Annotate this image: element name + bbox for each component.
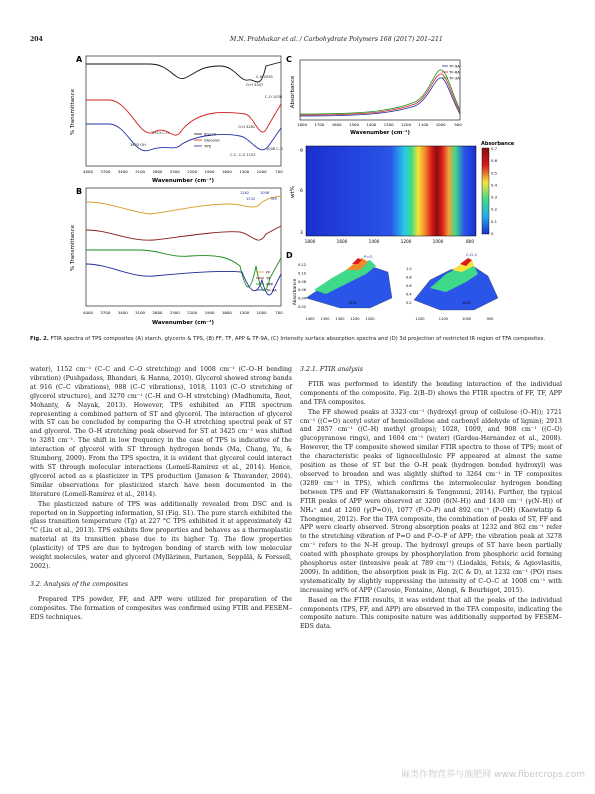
panel-d-left-xtick-2: 1300 <box>335 317 345 321</box>
panel-d-left-ztick-4: 0.04 <box>298 296 307 301</box>
legend-c-2: TF-3A <box>449 75 460 81</box>
spectrum-tf9a <box>86 264 281 295</box>
running-header <box>30 36 565 46</box>
figure-2-graphic <box>70 52 530 330</box>
colorbar-tick-4: 0.3 <box>491 194 498 200</box>
panel-a-xtick-11: 700 <box>275 169 283 174</box>
panel-d-right-ztick-4: 0.2 <box>406 301 412 305</box>
heatmap-xtick-4: 1000 <box>432 239 444 244</box>
heatmap-ytick-9: 9 <box>300 149 303 154</box>
panel-a-xtick-4: 2800 <box>152 169 163 174</box>
panel-a-xlabel: Wavenumber (cm⁻¹) <box>151 178 215 184</box>
panel-a-xtick-9: 1300 <box>239 169 250 174</box>
panel-b-xlabel: Wavenumber (cm⁻¹) <box>151 320 215 326</box>
annot-a-1152: C-C, C-O 1152 <box>230 153 256 157</box>
heatmap <box>306 146 476 236</box>
section-heading-3-2-1: 3.2.1. FTIR analysis <box>300 366 363 373</box>
panel-a-xtick-5: 2500 <box>169 169 180 174</box>
peak-label-1232: 1232 <box>348 301 357 305</box>
annot-a-ch: C-H 2935 <box>256 75 273 79</box>
panel-d-left-xtick-1: 1350 <box>320 317 330 321</box>
panel-d-left-xtick-0: 1400 <box>305 317 315 321</box>
panel-b-xtick-3: 3100 <box>135 310 146 315</box>
legend-a-1: Glycerol <box>204 137 220 143</box>
panel-d-letter: D <box>286 251 293 260</box>
panel-b-frame <box>86 188 281 306</box>
legend-b-1: TF <box>266 275 271 281</box>
panel-d-left-ztick-3: 0.06 <box>298 288 307 293</box>
panel-b-xtick-0: 4000 <box>83 310 93 315</box>
right-column <box>300 366 562 633</box>
panel-a-ylabel: % Transmittance <box>70 89 76 135</box>
panel-b-xtick-6: 2200 <box>187 310 198 315</box>
heatmap-ytick-6: 6 <box>300 189 303 194</box>
panel-d-right-ztick-3: 0.4 <box>406 292 412 297</box>
panel-b-xtick-5: 2500 <box>169 310 180 315</box>
caption-label: Fig. 2. <box>30 336 49 342</box>
heatmap-ylabel: wt% <box>290 186 296 198</box>
panel-d-left-zticks <box>298 263 307 309</box>
annot-a-2923: 2923 C-H <box>152 131 169 135</box>
panel-d-right-xtick-3: 900 <box>486 317 494 321</box>
panel-a-xtick-1: 3700 <box>100 169 111 174</box>
panel-d-right-ztick-0: 1.0 <box>406 267 412 271</box>
panel-c-xtick-9: 900 <box>454 122 462 127</box>
panel-c-xtick-7: 1100 <box>418 122 429 127</box>
colorbar-tick-1: 0.6 <box>491 158 498 164</box>
panel-c-xtick-4: 1400 <box>366 122 377 127</box>
heatmap-xtick-5: 800 <box>466 239 474 244</box>
panel-a-frame <box>86 56 284 166</box>
panel-a-xtick-7: 1900 <box>204 169 215 174</box>
annot-b-789: 789 <box>270 197 277 201</box>
panel-b-xticks <box>83 310 283 315</box>
panel-d-right-xticks <box>415 317 494 321</box>
panel-b-xtick-2: 3400 <box>117 310 128 315</box>
panel-b-xtick-7: 1900 <box>204 310 215 315</box>
right-paragraph-2: The FF showed peaks at 3323 cm⁻¹ (hydroxyl group of cellulose (O–H)); 1721 cm⁻¹ ((C=O) acetyl ester of hemicellulose and carbonyl aldehyde of lignin); 2913 and 2857 cm⁻¹ ((C–H) methyl groups); 1028, 1009, and 908 cm⁻¹ ((C–O) glucopyranose rings), and 1604 cm⁻¹ (water) (Gardea-Hernández et al., 2008). However, the TF composite showed similar FTIR spectra to those of TPS; most of the characteristic peaks of lignocellulosic FF appeared at almost the same position as those of ST but the O–H peak (hydrogen bonded hydroxyl) was observed to broaden and was slightly shifted to 3264 cm⁻¹ in TF composites (3289 cm⁻¹ in TPS), which confirms the intermolecular hydrogen bonding between TPS and FF (Wattanakornsiri & Tongnunui, 2014). Further, the typical FTIR peaks of APP were observed at 3200 (δ(N–H)) and 1430 cm⁻¹ (γ(N–H)) of NH₄⁺ and at 1260 (γ(P=O)), 1077 (P–O–P) and 892 cm⁻¹ (P–OH) (Kaewtatip & Thongmee, 2012). For the TFA composite, the combination of peaks of ST, FF and APP were clearly observed. Strong absorption peaks at 1232 and 862 cm⁻¹ refer to the stretching vibration of P=O and P–O–P of APP; the vibration peak at 3278 cm⁻¹ refers to the N–H group. The hydroxyl groups of ST have been partially coated with phosphate groups by phosphorylation from phosphoric acid forming phosphorus ester (intensive peak at 789 cm⁻¹) (Liodakis, Fetsis, & Agiovlasitis, 2009). In addition, the absorption peak in Fig. 2(C & D), at 1232 cm⁻¹ (PO) rises systematically by slightly suppressing the intensity of C–O–C at 1008 cm⁻¹ with increasing wt% of APP (Carosio, Fontaine, Alongi, & Bourbigot, 2015). <box>300 408 562 594</box>
panel-a <box>70 55 283 184</box>
panel-a-xtick-3: 3100 <box>135 169 146 174</box>
panel-c-xtick-2: 1600 <box>331 122 342 127</box>
colorbar-ticks <box>491 146 498 236</box>
panel-b-xtick-8: 1600 <box>221 310 232 315</box>
panel-a-letter: A <box>76 55 83 64</box>
spectrum-tf <box>86 226 281 240</box>
panel-d-left-ztick-2: 0.08 <box>298 279 307 284</box>
spectrum-app <box>86 250 281 291</box>
section-heading-3-2: 3.2. Analysis of the composites <box>30 580 128 588</box>
heatmap-xtick-2: 1400 <box>368 239 380 244</box>
annot-b-1008: 1008 <box>260 191 270 195</box>
panel-d-right-ztick-1: 0.8 <box>406 275 412 280</box>
watermark: 麻类作物营养与施肥网 www.fibercrops.com <box>401 770 585 780</box>
panel-b <box>70 187 283 326</box>
left-paragraph-1: water), 1152 cm⁻¹ (C–C and C–O stretching) and 1008 cm⁻¹ (C–O–H bending vibration) (Pushpadass, Bhandari, & Hanna, 2010). Glycerol showed strong bands at 916 (C–C vibrations), 988 (C–C vibrations), 1018, 1103 (C–O stretching of glycerol structure), and 3270 cm⁻¹ (C–H and O–H stretching) (Madhumita, Rout, Mohanty, & Nayak, 2013). However, TPS exhibited an FTIR spectrum representing a combined pattern of ST and glycerol. The interaction of glycerol with ST can be concluded by comparing the O–H stretching spectral peak of ST and glycerol. The O–H stretching peak observed for ST at 3425 cm⁻¹ was shifted to 3281 cm⁻¹. The shift in low frequency in the case of TPS is indicative of the interaction of glycerol with ST through hydrogen bonds (Ma, Chang, Yu, & Stumborg, 2009). From the TPS spectra, it is evident that glycerol could interact with ST through molecular interactions (Lomelí-Ramírez et al., 2014). Hence, glycerol acted as a plasticizer in TPS production (Jansson & Thuvander, 2004). Similar observations for plasticized starch have been documented in the literature (Lomelí-Ramírez et al., 2014). <box>30 366 292 498</box>
panel-d-left-ztick-0: 0.12 <box>298 263 307 267</box>
panel-b-xtick-11: 700 <box>275 310 283 315</box>
right-paragraph-1: FTIR was performed to identify the bonding interaction of the individual components of the composite. Fig. 2(B–D) shows the FTIR spectra of FF, TF, APP and TFA composites. <box>300 380 562 406</box>
panel-b-xtick-1: 3700 <box>100 310 111 315</box>
panel-d-left-xtick-4: 1200 <box>365 317 375 321</box>
panel-d-left-xticks <box>305 317 375 321</box>
panel-c-xticks <box>297 122 462 127</box>
annot-b-1232: 1232 <box>246 197 256 201</box>
panel-c-xtick-8: 1000 <box>435 122 446 127</box>
colorbar-tick-7: 0 <box>491 231 494 236</box>
legend-b-3: TF-9A <box>266 287 277 293</box>
panel-b-ylabel: % Transmittance <box>70 225 76 271</box>
panel-a-xticks <box>83 169 283 174</box>
panel-c <box>286 55 515 244</box>
colorbar-tick-6: 0.1 <box>491 218 498 224</box>
panel-d-right-zticks <box>406 267 412 305</box>
legend-a-0: Starch <box>204 131 217 137</box>
panel-d-left-ztick-1: 0.10 <box>298 271 307 276</box>
panel-b-xtick-9: 1300 <box>239 310 250 315</box>
legend-b-2: APP <box>266 281 274 287</box>
panel-c-letter: C <box>286 55 292 64</box>
colorbar-title: Absorbance <box>481 141 515 147</box>
panel-b-xtick-4: 2800 <box>152 310 163 315</box>
colorbar-tick-3: 0.4 <box>491 182 498 188</box>
figure-caption <box>30 336 570 343</box>
page-number: 204 <box>30 36 43 43</box>
legend-a-2: TPS <box>204 143 212 149</box>
legend-c-0: TF-9A <box>449 63 460 69</box>
annot-a-3425: 3425 OH <box>130 143 146 147</box>
left-column <box>30 366 292 623</box>
panel-c-xtick-5: 1300 <box>383 122 394 127</box>
panel-a-xtick-2: 3400 <box>117 169 128 174</box>
colorbar-tick-5: 0.2 <box>491 206 498 212</box>
left-paragraph-3: Prepared TPS powder, FF, and APP were utilized for preparation of the composites. The formation of composites was confirmed using FTIR and FESEM–EDS techniques. <box>30 595 292 621</box>
panel-d <box>286 251 498 321</box>
panel-d-right-ztick-2: 0.6 <box>406 284 412 288</box>
panel-d-right-xtick-0: 1200 <box>415 317 425 321</box>
spectrum-glycerol <box>86 100 281 135</box>
panel-c-xtick-3: 1500 <box>349 122 359 127</box>
panel-d-zlabel: Absorbance <box>293 278 298 306</box>
spectrum-starch <box>86 62 281 82</box>
heatmap-xtick-1: 1600 <box>336 239 348 244</box>
peak-label-coc: C-O-C <box>466 252 478 257</box>
heatmap-xticks <box>305 239 475 244</box>
colorbar-tick-0: 0.7 <box>491 146 498 151</box>
panel-c-xtick-1: 1700 <box>314 122 325 127</box>
panel-d-left-ztick-5: 0.02 <box>298 305 307 309</box>
figure-2 <box>70 52 530 330</box>
panel-c-ylabel: Absorbance <box>290 75 296 109</box>
annot-a-oh: O-H 3347 <box>246 83 264 87</box>
heatmap-xtick-0: 1800 <box>304 239 316 244</box>
panel-d-right-xtick-2: 1000 <box>462 317 472 321</box>
colorbar-tick-2: 0.5 <box>491 170 498 176</box>
peak-label-po: P=O <box>364 254 373 259</box>
panel-a-xtick-0: 4000 <box>83 169 93 174</box>
heatmap-ytick-3: 3 <box>300 231 303 236</box>
legend-b-0: FF <box>266 269 271 275</box>
journal-citation: M.N. Prabhakar et al. / Carbohydrate Polymers 168 (2017) 201–211 <box>230 36 443 43</box>
heatmap-xtick-3: 1200 <box>400 239 412 244</box>
annot-a-3281: O-H 3281 <box>238 125 256 129</box>
legend-c-1: TF-6A <box>449 69 460 75</box>
panel-d-left-xtick-3: 1250 <box>350 317 360 321</box>
annot-a-co: C-O 1038 <box>265 95 283 99</box>
spectrum-tf3a <box>300 70 460 114</box>
panel-a-legend <box>194 132 220 149</box>
panel-a-xtick-6: 2200 <box>187 169 198 174</box>
annot-a-1008: 1008 C-O <box>266 147 284 151</box>
panel-b-xtick-10: 1000 <box>256 310 267 315</box>
caption-text: FTIR spectra of TPS composites (A) starch, glycerin & TPS, (B) FF, TF, APP & TF-9A, (C) Intensity surface absorption spectra and (D) 3d projection of restricted IR region of TFA composites. <box>50 336 546 342</box>
panel-c-xtick-6: 1200 <box>401 122 411 127</box>
panel-c-xtick-0: 1800 <box>297 122 307 127</box>
panel-c-xlabel: Wavenumber (cm⁻¹) <box>350 130 410 136</box>
panel-a-xtick-10: 1000 <box>256 169 267 174</box>
panel-b-letter: B <box>76 187 83 196</box>
spectrum-tf6a <box>300 74 460 115</box>
panel-a-xtick-8: 1600 <box>221 169 232 174</box>
annot-b-1262: 1262 <box>240 191 250 195</box>
left-paragraph-2: The plasticized nature of TPS was additionally revealed from DSC and is reported on in Supporting information, SI (Fig. S1). The pure starch exhibited the glass transition temperature (Tg) at 227 °C TPS exhibited it at approximately 42 °C (Liu et al., 2013). TPS exhibits flow properties and behaves as a thermoplastic material at its transition phase due to its higher Tg. The flow properties (plasticity) of TPS are due to hydrogen bonding of starch with low molecular weight molecules, water and glycerol (Myllärinen, Partanen, Seppälä, & Forssell, 2002). <box>30 500 292 570</box>
right-paragraph-3: Based on the FTIR results, it was evident that all the peaks of the individual components (TPS, FF, and APP) are observed in the TFA composite, indicating the composite nature. This composite nature was additionally supported by FESEM–EDS data. <box>300 596 562 631</box>
colorbar <box>482 148 489 234</box>
peak-label-1024: 1024 <box>462 301 471 305</box>
panel-d-right-xtick-1: 1100 <box>438 317 448 321</box>
